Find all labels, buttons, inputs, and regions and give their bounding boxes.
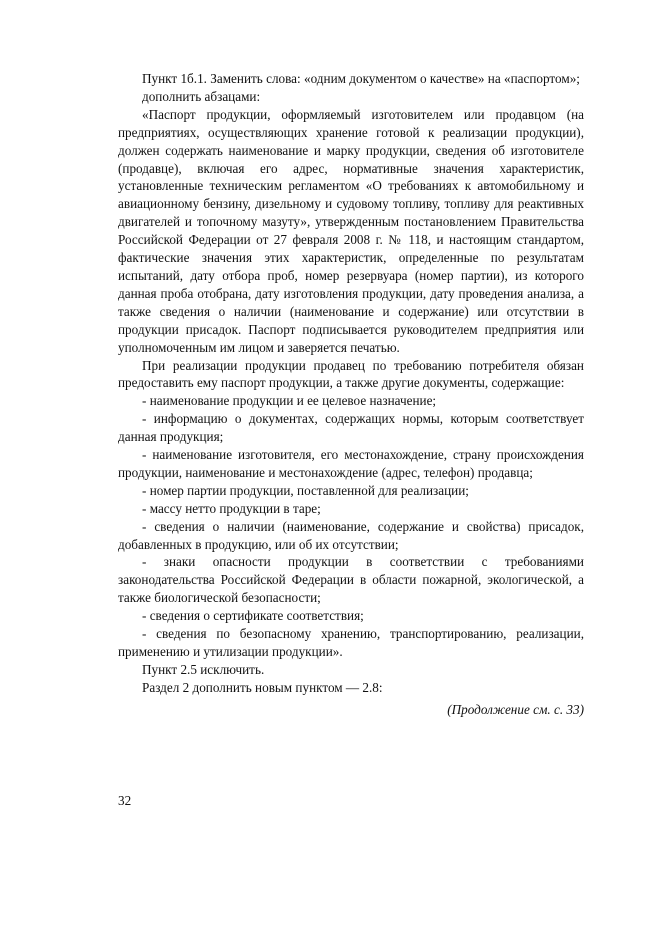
- list-item: - наименование продукции и ее целевое назначение;: [142, 393, 437, 409]
- document-page: [118, 70, 584, 719]
- page-number: 32: [118, 793, 132, 808]
- list-item: - наименование изготовителя, его местонахождение, страну происхождения продукции, наименование и местонахождение (адрес, телефон) продавца;: [118, 447, 584, 480]
- list-item: - номер партии продукции, поставленной для реализации;: [142, 482, 469, 498]
- list-item: - знаки опасности продукции в соответствии с требованиями законодательства Российской Федерации в области пожарной, экологической, а также биологической безопасности;: [118, 554, 584, 606]
- paragraph-5: Пункт 2.5 исключить.: [142, 661, 265, 677]
- paragraph-2: дополнить абзацами:: [142, 88, 261, 104]
- list-item: - массу нетто продукции в таре;: [142, 500, 321, 516]
- list-item: - сведения по безопасному хранению, транспортированию, реализации, применению и утилизации продукции».: [118, 626, 584, 659]
- list-item: - сведения о наличии (наименование, содержание и свойства) присадок, добавленных в продукцию, или об их отсутствии;: [118, 518, 584, 552]
- paragraph-1: Пункт 1б.1. Заменить слова: «одним документом о качестве» на «паспортом»;: [142, 71, 580, 86]
- paragraph-6: Раздел 2 дополнить новым пунктом — 2.8:: [142, 679, 383, 695]
- requirements-list: [118, 392, 584, 661]
- paragraph-3: «Паспорт продукции, оформляемый изготовителем или продавцом (на предприятиях, осуществляющих хранение готовой к реализации продукции), должен содержать наименование и марку продукции, сведения об изготовителе (продавце), включая его адрес, нормативные значения характеристик, установленные техническим регламентом «О требованиях к автомобильному и авиационному бензину, дизельному и судовому топливу, топливу для реактивных двигателей и топочному мазуту», утвержденным постановлением Правительства Российской Федерации от 27 февраля 2008 г. № 118, и настоящим стандартом, фактические значения этих характеристик, определенные по результатам испытаний, дату отбора проб, номер резервуара (номер партии), из которого данная проба отобрана, дату изготовления продукции, дату проведения анализа, а также сведения о наличии (наименование и содержание) или отсутствии в продукции присадок. Паспорт подписывается руководителем предприятия или уполномоченным им лицом и заверяется печатью.: [118, 106, 584, 355]
- list-item: - информацию о документах, содержащих нормы, которым соответствует данная продукция;: [118, 411, 584, 445]
- list-item: - сведения о сертификате соответствия;: [142, 608, 364, 624]
- paragraph-4: При реализации продукции продавец по требованию потребителя обязан предоставить ему паспорт продукции, а также другие документы, содержащие:: [118, 357, 584, 391]
- continuation-note: (Продолжение см. с. 33): [447, 701, 584, 717]
